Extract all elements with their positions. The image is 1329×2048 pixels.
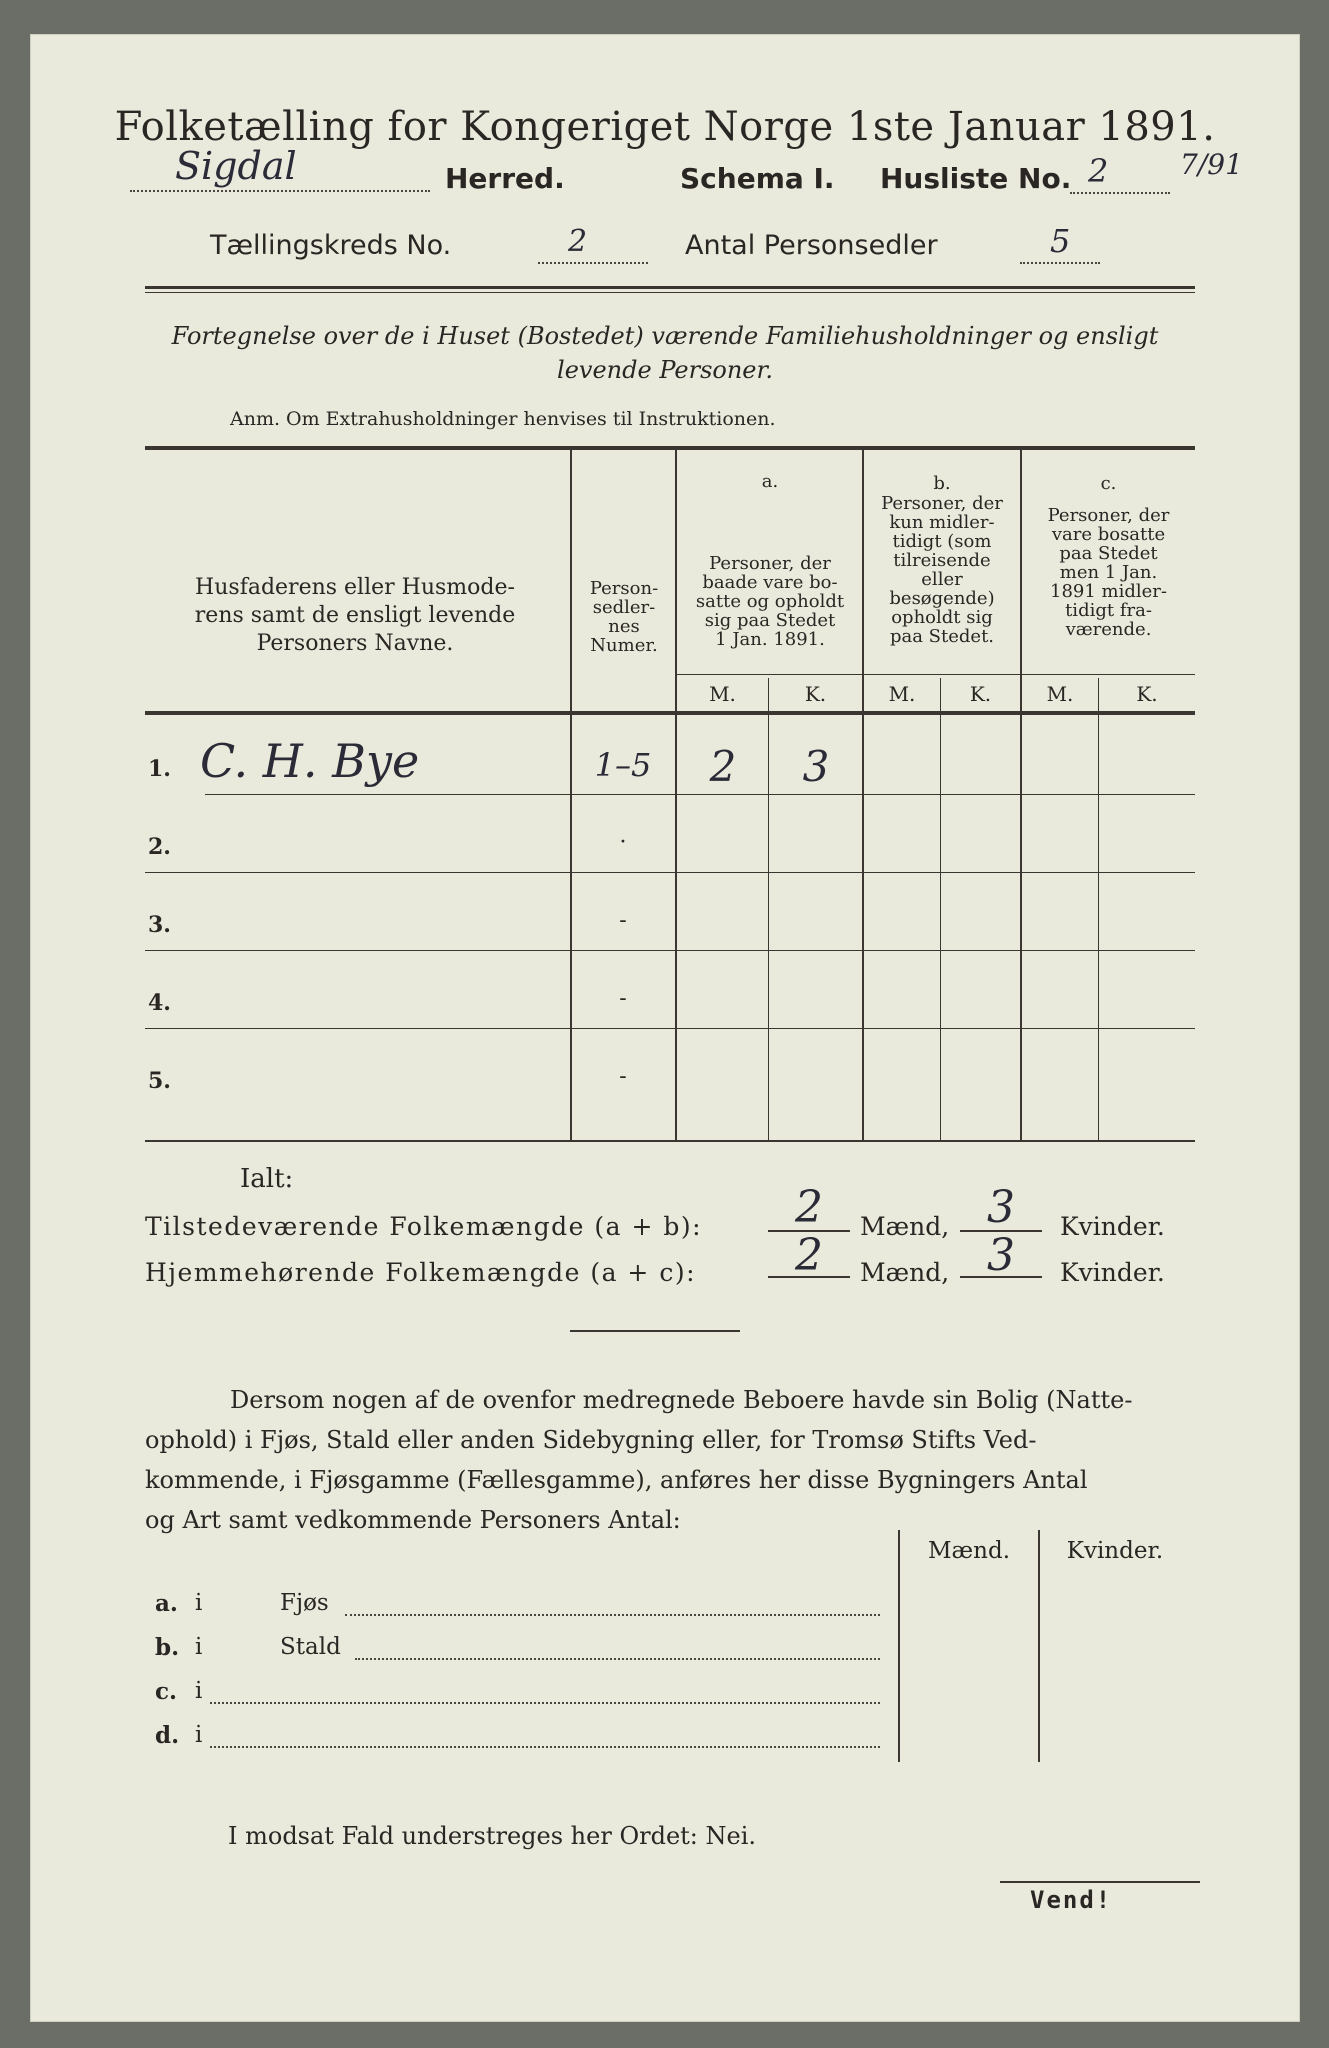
mk-rule xyxy=(675,674,1195,675)
buildings-paragraph: Dersom nogen af de ovenfor medregnede Beboere havde sin Bolig (Natte- ophold) i Fjøs, Stald eller anden Sidebygning eller, for Tromsø Stifts Ved- kommende, i Fjøsgamme (Fællesgamme), anføres her disse Bygningers Antal og Art samt vedkommende Personers Antal: xyxy=(145,1386,1133,1534)
hjemme-maend-label: Mænd, xyxy=(860,1258,950,1287)
kreds-value: 2 xyxy=(568,224,588,259)
col-divider-b-mk xyxy=(940,678,941,1140)
antal-value: 5 xyxy=(1050,222,1071,260)
col-head-a: Personer, der baade vare bo- satte og opholdt sig paa Stedet 1 Jan. 1891. xyxy=(695,553,845,650)
tilstede-maend-label: Mænd, xyxy=(860,1212,950,1241)
hjemme-label: Hjemmehørende Folkemængde (a + c): xyxy=(145,1258,696,1287)
row-1-a-m: 2 xyxy=(709,742,737,791)
table-top-rule xyxy=(145,446,1195,450)
header-rule-thin xyxy=(145,292,1195,293)
col-head-sedler: Person- sedler- nes Numer. xyxy=(589,578,659,656)
row-5-sedler: - xyxy=(619,1064,627,1089)
col-head-c: Personer, der vare bosatte paa Stedet men 1 Jan. 1891 midler- tidigt fra- værende. xyxy=(1047,505,1170,640)
buildings-maend-head: Mænd. xyxy=(927,1538,1011,1564)
antal-field xyxy=(1020,222,1100,264)
col-divider-1 xyxy=(570,450,572,1140)
tilstede-kvinder-label: Kvinder. xyxy=(1060,1212,1165,1241)
row-5-number: 5. xyxy=(148,1068,171,1094)
hjemme-m-value: 2 xyxy=(795,1230,823,1281)
col-divider-c-mk xyxy=(1098,678,1099,1140)
buildings-col-divider-1 xyxy=(898,1530,900,1762)
form-title: Folketælling for Kongeriget Norge 1ste Januar 1891. xyxy=(114,104,1216,150)
herred-value: Sigdal xyxy=(175,144,297,188)
separator-rule xyxy=(570,1330,740,1332)
col-head-name: Husfaderens eller Husmode- rens samt de ensligt levende Personers Navne. xyxy=(194,575,516,656)
ialt-label: Ialt: xyxy=(240,1164,294,1194)
vend-rule xyxy=(1000,1881,1200,1883)
tilstede-m-value: 2 xyxy=(795,1182,823,1233)
buildings-kvinder-head: Kvinder. xyxy=(1066,1538,1164,1564)
c-k-label: K. xyxy=(1136,682,1158,706)
herred-label: Herred. xyxy=(445,162,565,195)
building-row-d: d. i xyxy=(155,1722,895,1754)
row-1-name: C. H. Bye xyxy=(200,734,420,788)
schema-label: Schema I. xyxy=(680,162,835,195)
b-k-label: K. xyxy=(969,682,992,706)
kreds-label: Tællingskreds No. xyxy=(210,230,452,261)
husliste-value: 2 xyxy=(1088,152,1109,190)
husliste-field xyxy=(1070,152,1170,194)
col-head-b: Personer, der kun midler- tidigt (som tilreisende eller besøgende) opholdt sig paa Stedet. xyxy=(881,493,1003,647)
row-3-sedler: - xyxy=(619,908,627,933)
row-1-sedler: 1–5 xyxy=(594,746,652,784)
building-row-a: a. i Fjøs xyxy=(155,1590,895,1622)
row-4-sedler: - xyxy=(619,986,627,1011)
husliste-label: Husliste No. xyxy=(880,162,1072,195)
row-4-number: 4. xyxy=(148,990,171,1016)
row-1-number: 1. xyxy=(148,756,171,782)
b-m-label: M. xyxy=(888,682,916,706)
col-head-a-letter: a. xyxy=(761,471,779,492)
anm-note: Anm. Om Extrahusholdninger henvises til Instruktionen. xyxy=(230,408,776,430)
hjemme-k-value: 3 xyxy=(987,1230,1015,1281)
row-1-a-k: 3 xyxy=(802,742,830,791)
row-rule-2 xyxy=(145,872,1195,873)
col-divider-a-mk xyxy=(768,678,769,1140)
building-row-c: c. i xyxy=(155,1678,895,1710)
table-bottom-rule xyxy=(145,1140,1195,1142)
row-rule-3 xyxy=(145,950,1195,951)
col-head-b-letter: b. xyxy=(933,473,951,494)
a-k-label: K. xyxy=(804,682,827,706)
row-2-sedler: · xyxy=(619,830,627,855)
col-head-c-letter: c. xyxy=(1100,473,1117,494)
antal-label: Antal Personsedler xyxy=(685,230,938,261)
tilstede-k-value: 3 xyxy=(987,1182,1015,1233)
row-rule-4 xyxy=(145,1028,1195,1029)
tilstede-label: Tilstedeværende Folkemængde (a + b): xyxy=(145,1212,703,1241)
header-rule xyxy=(145,286,1195,289)
a-m-label: M. xyxy=(709,682,736,706)
c-m-label: M. xyxy=(1046,682,1074,706)
row-3-number: 3. xyxy=(148,912,171,938)
kreds-field xyxy=(538,224,648,264)
buildings-col-divider-2 xyxy=(1038,1530,1040,1762)
table-header-rule xyxy=(145,711,1195,715)
herred-field xyxy=(130,144,430,192)
intro-line-2: levende Personer. xyxy=(557,356,773,384)
row-2-number: 2. xyxy=(148,834,171,860)
hjemme-kvinder-label: Kvinder. xyxy=(1060,1258,1165,1287)
building-row-b: b. i Stald xyxy=(155,1634,895,1666)
col-divider-2 xyxy=(675,450,677,1140)
vend-label: Vend! xyxy=(1030,1886,1113,1914)
nei-note: I modsat Fald understreges her Ordet: Nei. xyxy=(228,1822,757,1850)
husliste-annotation: 7/91 xyxy=(1180,148,1243,181)
census-form-sheet xyxy=(30,34,1300,2022)
intro-line-1: Fortegnelse over de i Huset (Bostedet) værende Familiehusholdninger og ensligt xyxy=(171,322,1159,350)
row-rule-1 xyxy=(205,794,1195,795)
